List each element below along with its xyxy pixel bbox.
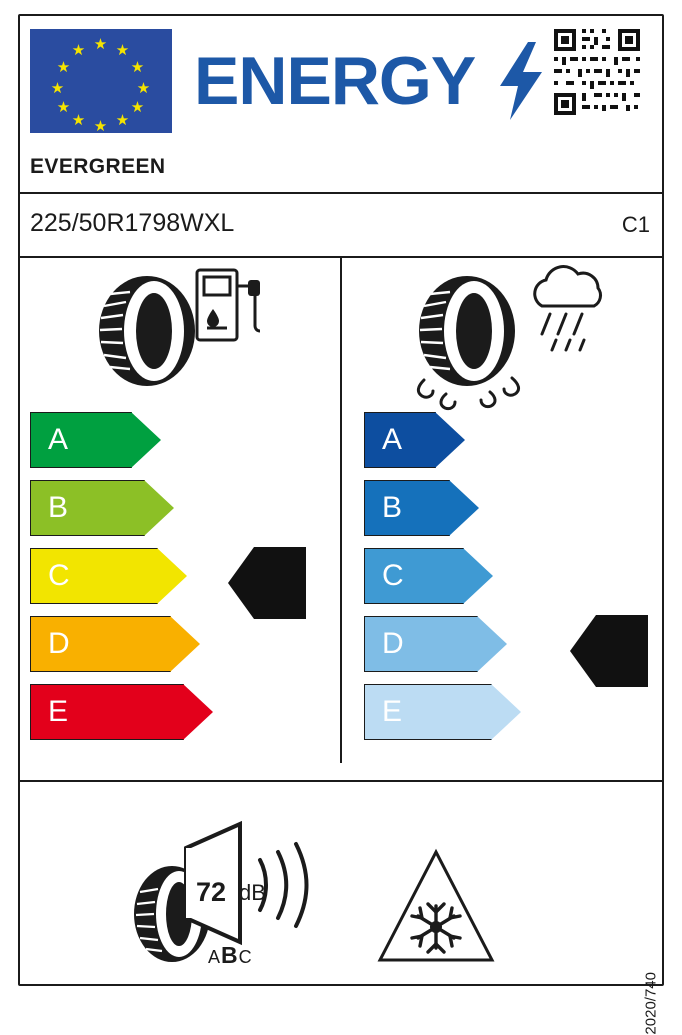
grade-label: D [382,627,404,660]
noise-class-b: B [221,942,239,968]
grade-label: E [382,695,403,728]
regulation-year: 2020/740 [643,972,660,1035]
grade-label: C [382,559,404,592]
wet-tyre-icon [412,272,532,422]
grade-label: B [48,491,69,524]
divider-bottom [20,780,662,782]
wet-rating-value: D [605,704,637,751]
noise-unit: dB [239,880,266,905]
noise-value: 72 [196,877,227,907]
qr-code-icon [551,26,643,118]
tyre-class-code: C1 [621,212,650,237]
wet-rating-arrow [570,615,648,751]
column-divider [340,258,342,763]
fuel-rating-value: C [263,636,295,683]
noise-class-a: A [208,947,222,967]
noise-class-scale [208,942,253,969]
three-peak-mountain-snowflake-icon [376,848,496,966]
page-title: ENERGY [194,43,476,119]
brand-name: EVERGREEN [30,155,166,178]
tyre-size: 225/50R1798WXL [30,209,235,237]
noise-class-c: C [238,947,253,967]
lightning-bolt-icon [498,42,542,120]
rain-cloud-icon [524,264,608,354]
eu-flag-icon: ★ ★ ★ ★ ★ ★ ★ ★ ★ ★ ★ ★ [30,29,172,133]
grade-label: A [382,423,403,456]
grade-label: E [48,695,69,728]
fuel-rating-arrow [228,547,306,683]
grade-label: B [382,491,403,524]
grade-label: D [48,627,70,660]
grade-label: C [48,559,70,592]
fuel-pump-icon [193,266,265,344]
grade-label: A [48,423,69,456]
tyre-icon [92,272,202,390]
divider-brand [20,192,662,194]
